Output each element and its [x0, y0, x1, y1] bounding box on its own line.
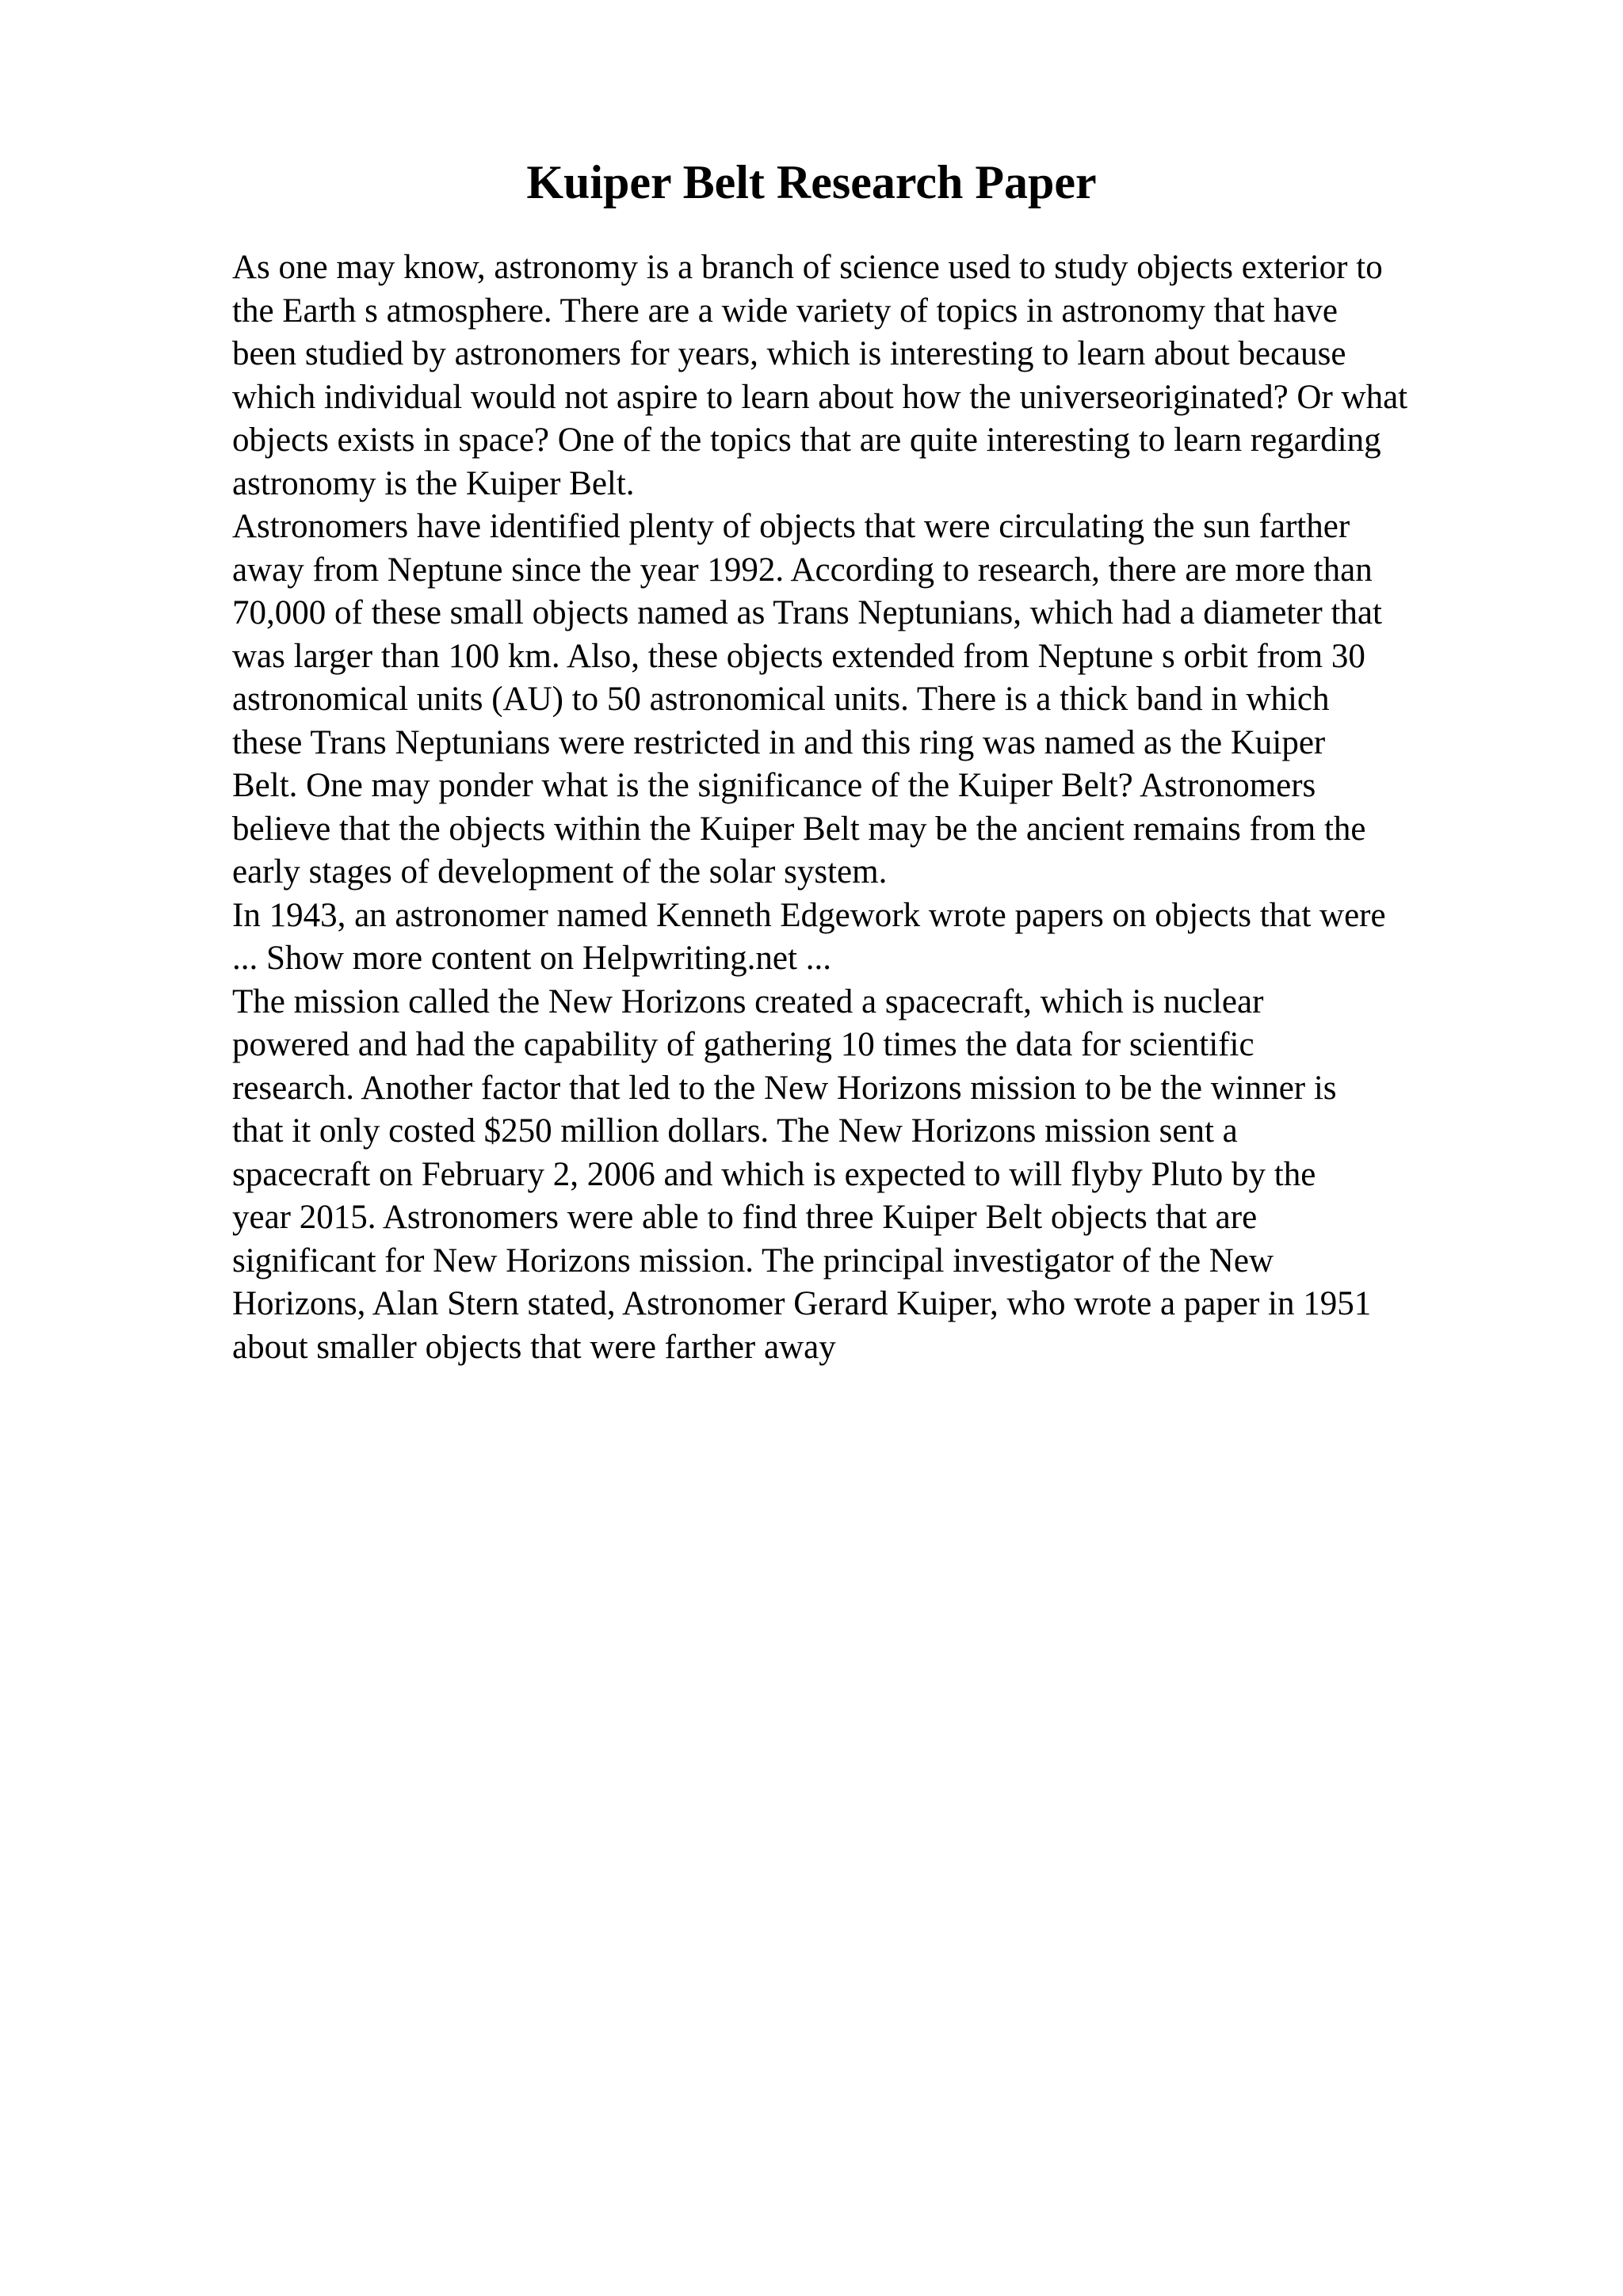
text-line: In 1943, an astronomer named Kenneth Edgework wrote papers on objects that were: [232, 896, 1386, 934]
text-line: astronomy is the Kuiper Belt.: [232, 464, 635, 502]
text-line: early stages of development of the solar system.: [232, 853, 888, 891]
text-line: significant for New Horizons mission. The principal investigator of the New: [232, 1241, 1274, 1280]
text-line: believe that the objects within the Kuiper Belt may be the ancient remains from the: [232, 810, 1366, 848]
text-line: year 2015. Astronomers were able to find three Kuiper Belt objects that are: [232, 1199, 1258, 1236]
text-line: about smaller objects that were farther away: [232, 1328, 836, 1366]
text-line: was larger than 100 km. Also, these objects extended from Neptune s orbit from 30: [232, 637, 1365, 675]
text-line: As one may know, astronomy is a branch of science used to study objects exterior to: [232, 249, 1383, 286]
document-title: Kuiper Belt Research Paper: [526, 156, 1097, 208]
text-line: which individual would not aspire to learn about how the universeoriginated? Or what: [232, 378, 1408, 416]
document-body: [232, 246, 1595, 1369]
text-line: away from Neptune since the year 1992. According to research, there are more than: [232, 551, 1373, 589]
text-line: Astronomers have identified plenty of objects that were circulating the sun farther: [232, 508, 1350, 545]
text-line: the Earth s atmosphere. There are a wide variety of topics in astronomy that have: [232, 292, 1338, 330]
text-line: objects exists in space? One of the topics that are quite interesting to learn regarding: [232, 421, 1381, 459]
text-line: Belt. One may ponder what is the significance of the Kuiper Belt? Astronomers: [232, 767, 1316, 804]
text-line: astronomical units (AU) to 50 astronomical units. There is a thick band in which: [232, 681, 1330, 718]
text-line: research. Another factor that led to the New Horizons mission to be the winner is: [232, 1069, 1337, 1107]
text-line: powered and had the capability of gathering 10 times the data for scientific: [232, 1026, 1254, 1063]
text-line: that it only costed $250 million dollars. The New Horizons mission sent a: [232, 1112, 1238, 1150]
text-line: 70,000 of these small objects named as Trans Neptunians, which had a diameter that: [232, 594, 1382, 631]
text-line: The mission called the New Horizons created a spacecraft, which is nuclear: [232, 982, 1264, 1020]
text-line: been studied by astronomers for years, which is interesting to learn about because: [232, 335, 1346, 372]
text-line: these Trans Neptunians were restricted in and this ring was named as the Kuiper: [232, 723, 1326, 761]
text-line: spacecraft on February 2, 2006 and which is expected to will flyby Pluto by the: [232, 1155, 1316, 1193]
show-more-notice: ... Show more content on Helpwriting.net ...: [232, 940, 831, 977]
text-line: Horizons, Alan Stern stated, Astronomer Gerard Kuiper, who wrote a paper in 1951: [232, 1285, 1372, 1322]
